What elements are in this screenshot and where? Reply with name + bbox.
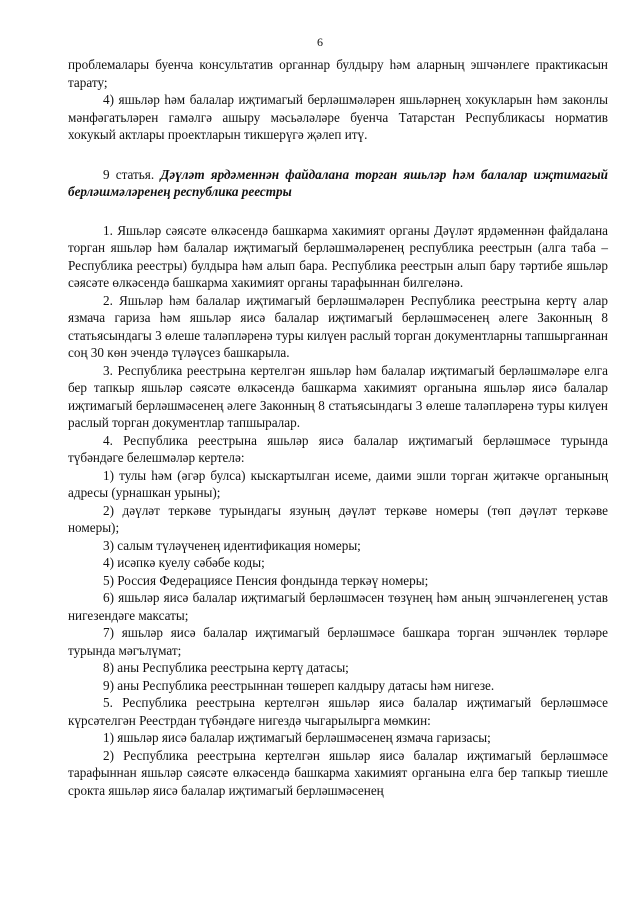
document-body xyxy=(68,56,608,799)
list-item: 2) дәүләт теркәве турындагы язуның дәүләт теркәве номеры (төп дәүләт теркәве номеры); xyxy=(68,502,608,535)
paragraph: 4. Республика реестрына яшьләр яисә балалар иҗтимагый берләшмәсе турында түбәндәге белешмәләр кертелә: xyxy=(68,432,608,465)
article-number: 9 статья. xyxy=(103,166,155,182)
list-item: 7) яшьләр яисә балалар иҗтимагый берләшмәсе башкара торган эшчәнлек төрләре турында мәгълүмат; xyxy=(68,625,608,658)
article-title: Дәүләт ярдәменнән файдалана торган яшьләр һәм балалар иҗтимагый берләшмәләренең республика реестры xyxy=(68,166,609,199)
article-heading xyxy=(68,166,608,201)
paragraph: 3. Республика реестрына кертелгән яшьләр һәм балалар иҗтимагый берләшмәләре елга бер тапкыр яшьләр сәясәте өлкәсендә башкарма хакимият органына яшьләр яисә балалар иҗтимагый берләшмәсенең әлеге Законның 8 статьясындагы 3 өлеше таләпләренә туры килүен раслый торган документлар тапшыралар. xyxy=(68,362,608,430)
list-item: 4) исәпкә куелу сәбәбе коды; xyxy=(103,555,265,570)
paragraph: проблемалары буенча консультатив органнар булдыру һәм аларның эшчәнлеге практикасын тарату; xyxy=(68,57,608,90)
list-item: 1) тулы һәм (әгәр булса) кыскартылган исеме, даими эшли торган җитәкче органының адресы (урнашкан урыны); xyxy=(68,467,608,500)
page-number: 6 xyxy=(317,35,323,49)
paragraph: 5. Республика реестрына кертелгән яшьләр яисә балалар иҗтимагый берләшмәсе күрсәтелгән Реестрдан түбәндәге нигездә чыгарылырга мөмкин: xyxy=(68,695,608,728)
paragraph: 1. Яшьләр сәясәте өлкәсендә башкарма хакимият органы Дәүләт ярдәменнән файдалана торган яшьләр һәм балалар иҗтимагый берләшмәләренең республика реестрын (алга таба – Республика реестры) булдыра һәм алып бара. Республика реестрын алып бару тәртибе яшьләр сәясәте өлкәсендә башкарма хакимият органы тарафыннан билгеләнә. xyxy=(68,222,608,290)
list-item: 9) аны Республика реестрыннан төшереп калдыру датасы һәм нигезе. xyxy=(103,677,495,693)
list-item: 1) яшьләр яисә балалар иҗтимагый берләшмәсенең язмача гаризасы; xyxy=(103,730,491,745)
list-item: 5) Россия Федерациясе Пенсия фондында теркәү номеры; xyxy=(103,572,429,588)
list-item: 8) аны Республика реестрына кертү датасы; xyxy=(103,660,349,675)
paragraph: 2. Яшьләр һәм балалар иҗтимагый берләшмәләрен Республика реестрына кертү алар язмача гариза һәм яшьләр яисә балалар иҗтимагый берләшмәсенең әлеге Законның 8 статьясындагы 3 өлеше таләпләренә туры килүен раслый торган документларны тапшырганнан соң 30 көн эчендә түләүсез башкарыла. xyxy=(68,292,608,360)
paragraph: 4) яшьләр һәм балалар иҗтимагый берләшмәләрен яшьләрнең хокукларын һәм законлы мәнфәгатьләрен гамәлгә ашыру мәсьәләләре буенча Татарстан Республикасы норматив хокукый актлары проектларын тикшерүгә җәлеп итү. xyxy=(68,92,608,142)
list-item: 3) салым түләүченең идентификация номеры; xyxy=(103,537,361,553)
list-item: 2) Республика реестрына кертелгән яшьләр яисә балалар иҗтимагый берләшмәсе тарафыннан яшьләр сәясәте өлкәсендә башкарма хакимият органына елга бер тапкыр тиешле срокта яшьләр яисә балалар иҗтимагый берләшмәсенең xyxy=(68,747,608,798)
list-item: 6) яшьләр яисә балалар иҗтимагый берләшмәсен төзүнең һәм аның эшчәнлегенең устав нигезендәге максаты; xyxy=(68,590,608,623)
